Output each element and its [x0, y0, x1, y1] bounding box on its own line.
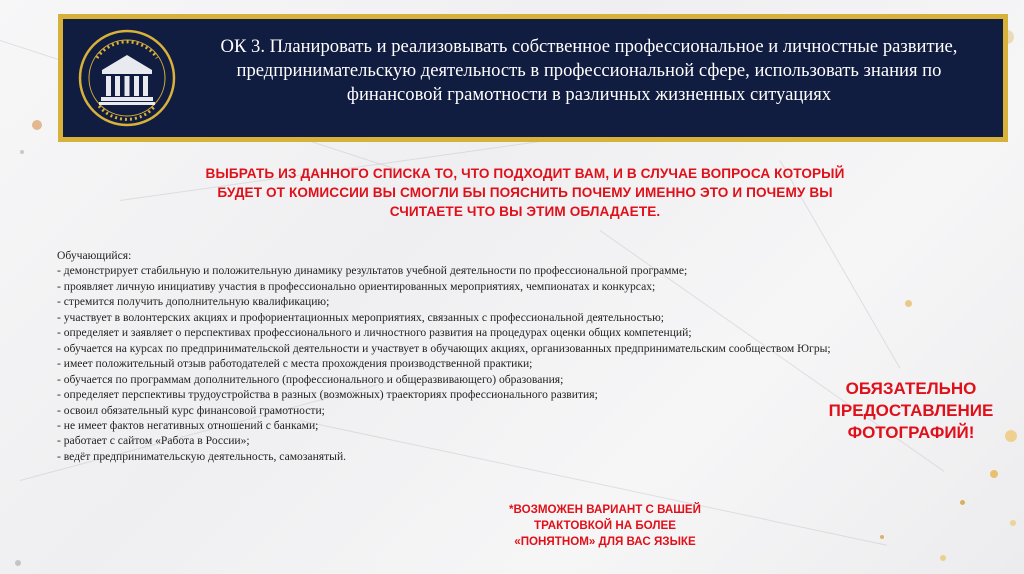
- criteria-item: - демонстрирует стабильную и положительную динамику результатов учебной деятельности по профессиональной программе;: [57, 264, 688, 278]
- criteria-item: - обучается на курсах по предпринимательской деятельности и участвует в обучающих акциях, организованных предпринимательским сообществом Югры;: [57, 341, 831, 355]
- criteria-item: - проявляет личную инициативу участия в профессионально ориентированных мероприятиях, чемпионатах и конкурсах;: [57, 279, 656, 293]
- instruction-line: БУДЕТ ОТ КОМИССИИ ВЫ СМОГЛИ БЫ ПОЯСНИТЬ ПОЧЕМУ ИМЕННО ЭТО И ПОЧЕМУ ВЫ: [217, 185, 833, 200]
- footnote-line: «ПОНЯТНОМ» ДЛЯ ВАС ЯЗЫКЕ: [514, 535, 696, 548]
- header-banner: [58, 14, 1008, 142]
- criteria-item: - ведёт предпринимательскую деятельность, самозанятый.: [57, 449, 347, 463]
- college-building-emblem-icon: [77, 28, 177, 128]
- photo-requirement-note: [800, 378, 1022, 444]
- selection-instruction: [160, 164, 890, 221]
- criteria-item: - работает с сайтом «Работа в России»;: [57, 434, 250, 448]
- footnote-line: *ВОЗМОЖЕН ВАРИАНТ С ВАШЕЙ: [509, 503, 701, 516]
- photo-note-line: ПРЕДОСТАВЛЕНИЕ: [828, 401, 994, 420]
- criteria-list: [57, 248, 832, 464]
- criteria-item: - имеет положительный отзыв работодателей с места прохождения производственной практики;: [57, 357, 533, 371]
- competency-title: ОК 3. Планировать и реализовывать собственное профессиональное и личностные развитие, предпринимательскую деятельность в профессиональной сфере, использовать знания по финансовой грамотности в различных жизненных ситуациях: [220, 36, 958, 105]
- criteria-item: - освоил обязательный курс финансовой грамотности;: [57, 403, 325, 417]
- interpretation-footnote: [470, 502, 740, 550]
- criteria-item: - определяет и заявляет о перспективах профессионального и личностного развития на процедурах оценки общих компетенций;: [57, 326, 692, 340]
- instruction-line: ВЫБРАТЬ ИЗ ДАННОГО СПИСКА ТО, ЧТО ПОДХОДИТ ВАМ, И В СЛУЧАЕ ВОПРОСА КОТОРЫЙ: [205, 166, 845, 181]
- criteria-item: - не имеет фактов негативных отношений с банками;: [57, 418, 319, 432]
- criteria-intro: Обучающийся:: [57, 249, 132, 262]
- criteria-item: - обучается по программам дополнительного (профессионального и общеразвивающего) образования;: [57, 372, 564, 386]
- photo-note-line: ФОТОГРАФИЙ!: [847, 423, 975, 442]
- photo-note-line: ОБЯЗАТЕЛЬНО: [845, 379, 977, 398]
- criteria-item: - стремится получить дополнительную квалификацию;: [57, 295, 330, 309]
- criteria-item: - определяет перспективы трудоустройства в разных (возможных) траекториях профессионального развития;: [57, 388, 598, 402]
- criteria-item: - участвует в волонтерских акциях и профориентационных мероприятиях, связанных с профессиональной деятельностью;: [57, 310, 664, 324]
- instruction-line: СЧИТАЕТЕ ЧТО ВЫ ЭТИМ ОБЛАДАЕТЕ.: [389, 204, 661, 219]
- footnote-line: ТРАКТОВКОЙ НА БОЛЕЕ: [534, 519, 676, 532]
